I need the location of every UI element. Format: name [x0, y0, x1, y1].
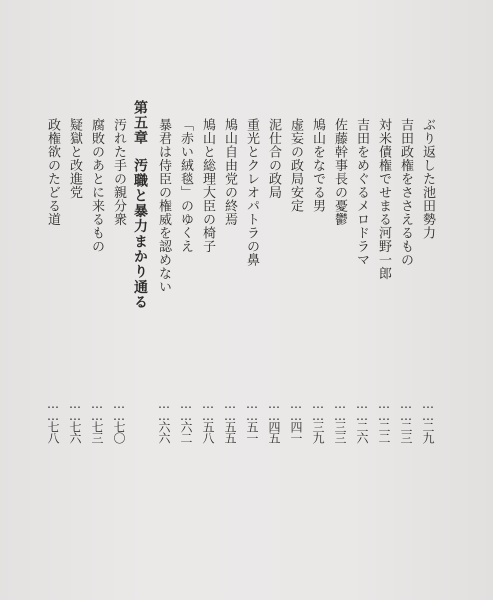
- toc-entry-1: ぶり返した池田勢力: [420, 118, 435, 240]
- toc-entry-13: 暴君は侍臣の権威を認めない: [156, 118, 171, 294]
- page-num: 二六: [355, 421, 369, 443]
- page-num: 六二: [179, 421, 193, 443]
- toc-entry-7: 虚妄の政局安定: [288, 118, 303, 213]
- page-num: 五八: [201, 421, 215, 443]
- page-num: 七〇: [112, 421, 126, 443]
- chapter-heading: [133, 100, 147, 310]
- page-num: 五一: [245, 421, 259, 443]
- leader-dots: ……: [90, 397, 104, 421]
- leader-dots: ……: [311, 397, 325, 421]
- page-num: 七三: [90, 421, 104, 443]
- leader-dots: ……: [157, 397, 171, 421]
- chapter-page-number-1: [113, 397, 125, 443]
- page-num: 三九: [311, 421, 325, 443]
- leader-dots: ……: [355, 397, 369, 421]
- page-num: 六六: [157, 421, 171, 443]
- toc-entry-10: 鳩山自由党の終焉: [222, 118, 237, 226]
- page-num: 四一: [289, 421, 303, 443]
- page-num: 七八: [46, 421, 60, 443]
- page-number-2: [400, 397, 412, 443]
- page-number-5: [334, 397, 346, 443]
- page-num: 五五: [223, 421, 237, 443]
- chapter-label: 第五章: [132, 100, 148, 146]
- leader-dots: ……: [245, 397, 259, 421]
- leader-dots: ……: [179, 397, 193, 421]
- chapter-page-number-2: [91, 397, 103, 443]
- page-number-10: [224, 397, 236, 443]
- leader-dots: ……: [289, 397, 303, 421]
- leader-dots: ……: [421, 397, 435, 421]
- page-num: 四五: [267, 421, 281, 443]
- page-number-9: [246, 397, 258, 443]
- chapter-title: 汚職と暴力まかり通る: [132, 157, 148, 310]
- page-num: 三三: [333, 421, 347, 443]
- toc-entry-9: 重光とクレオパトラの鼻: [244, 118, 259, 267]
- page-num: 二二: [377, 421, 391, 443]
- page-number-6: [312, 397, 324, 443]
- toc-entry-4: 吉田をめぐるメロドラマ: [354, 118, 369, 267]
- chapter-entry-4: 政権欲のたどる道: [45, 118, 60, 226]
- leader-dots: ……: [201, 397, 215, 421]
- chapter-entry-2: 腐敗のあとに来るもの: [89, 118, 104, 253]
- page-num: 二三: [399, 421, 413, 443]
- toc-entry-3: 対米債権でせまる河野一郎: [376, 118, 391, 280]
- page-number-1: [422, 397, 434, 443]
- leader-dots: ……: [112, 397, 126, 421]
- page-number-12: [180, 397, 192, 443]
- page-number-4: [356, 397, 368, 443]
- chapter-page-number-3: [69, 397, 81, 443]
- toc-entry-12: 「赤い絨毯」のゆくえ: [178, 118, 193, 253]
- leader-dots: ……: [68, 397, 82, 421]
- page-number-7: [290, 397, 302, 443]
- leader-dots: ……: [399, 397, 413, 421]
- leader-dots: ……: [333, 397, 347, 421]
- leader-dots: ……: [46, 397, 60, 421]
- toc-entry-2: 吉田政権をささえるもの: [398, 118, 413, 267]
- toc-entry-11: 鳩山と総理大臣の椅子: [200, 118, 215, 253]
- chapter-entry-1: 汚れた手の親分衆: [111, 118, 126, 226]
- page-number-13: [158, 397, 170, 443]
- toc-entry-8: 泥仕合の政局: [266, 118, 281, 199]
- page-number-8: [268, 397, 280, 443]
- page-num: 二九: [421, 421, 435, 443]
- toc-entry-6: 鳩山をなでる男: [310, 118, 325, 213]
- page-number-3: [378, 397, 390, 443]
- leader-dots: ……: [267, 397, 281, 421]
- leader-dots: ……: [223, 397, 237, 421]
- chapter-page-number-4: [47, 397, 59, 443]
- page-number-11: [202, 397, 214, 443]
- leader-dots: ……: [377, 397, 391, 421]
- toc-entry-5: 佐藤幹事長の憂鬱: [332, 118, 347, 226]
- chapter-entry-3: 疑獄と改進党: [67, 118, 82, 199]
- page-num: 七六: [68, 421, 82, 443]
